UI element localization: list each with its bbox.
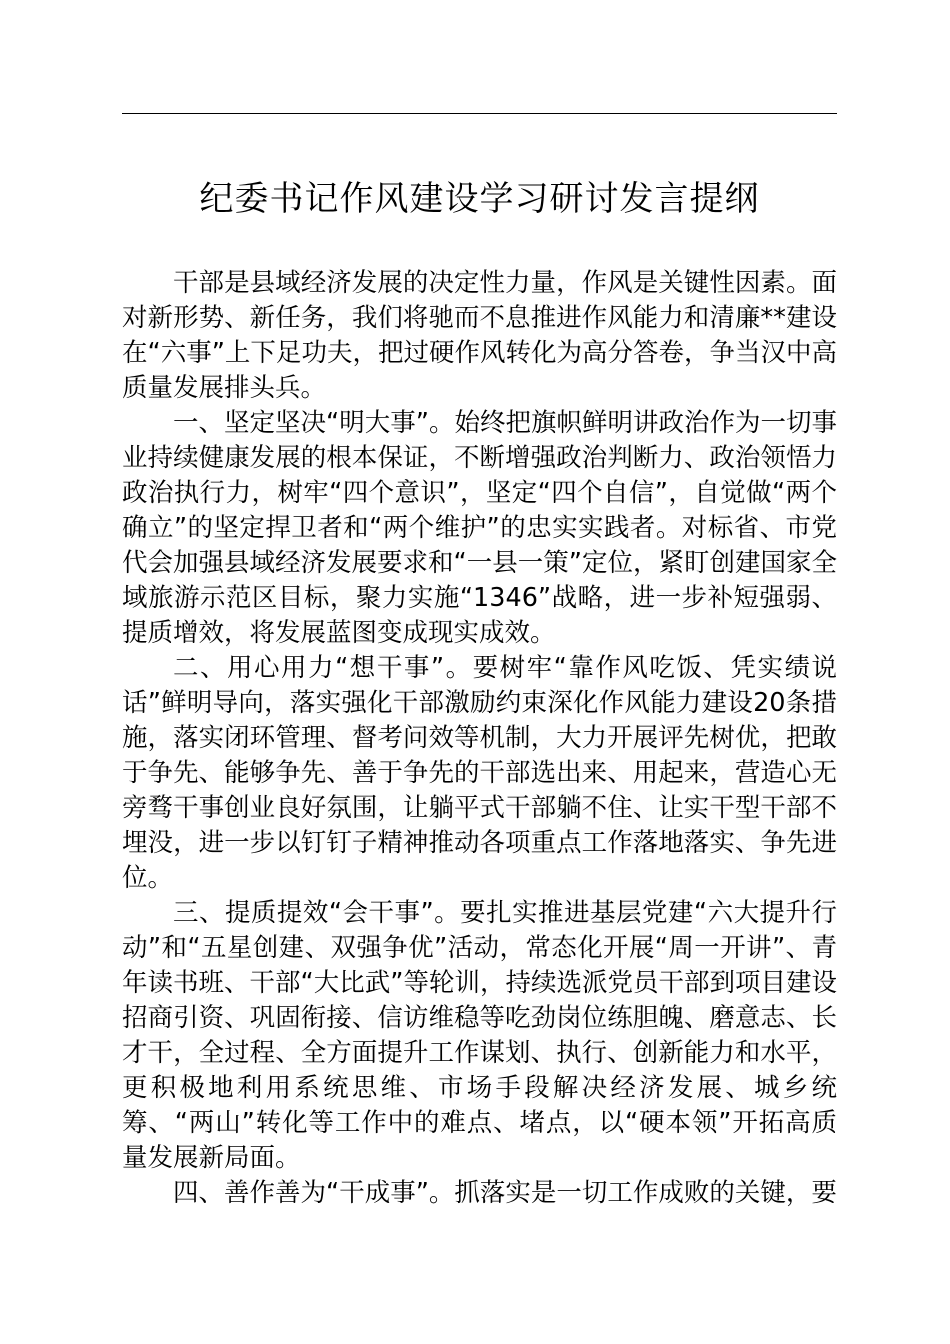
section-one-paragraph: 一、坚定坚决“明大事”。始终把旗帜鲜明讲政治作为一切事业持续健康发展的根本保证，不断增强政治判断力、政治领悟力政治执行力，树牢“四个意识”，坚定“四个自信”，自觉做“两个确立”的坚定捍卫者和“两个维护”的忠实实践者。对标省、市党代会加强县域经济发展要求和“一县一策”定位，紧盯创建国家全域旅游示范区目标，聚力实施“1346”战略，进一步补短强弱、提质增效，将发展蓝图变成现实成效。 bbox=[122, 408, 837, 648]
intro-paragraph: 干部是县域经济发展的决定性力量，作风是关键性因素。面对新形势、新任务，我们将驰而不息推进作风能力和清廉**建设在“六事”上下足功夫，把过硬作风转化为高分答卷，争当汉中高质量发展排头兵。 bbox=[122, 268, 837, 403]
document-title: 纪委书记作风建设学习研讨发言提纲 bbox=[199, 179, 760, 219]
section-three-paragraph: 三、提质提效“会干事”。要扎实推进基层党建“六大提升行动”和“五星创建、双强争优”活动，常态化开展“周一开讲”、青年读书班、干部“大比武”等轮训，持续选派党员干部到项目建设招商引资、巩固衔接、信访维稳等吃劲岗位练胆魄、磨意志、长才干，全过程、全方面提升工作谋划、执行、创新能力和水平，更积极地利用系统思维、市场手段解决经济发展、城乡统筹、“两山”转化等工作中的难点、堵点，以“硬本领”开拓高质量发展新局面。 bbox=[122, 898, 837, 1173]
section-four-paragraph: 四、善作善为“干成事”。抓落实是一切工作成败的关键，要 bbox=[173, 1178, 837, 1208]
document-body bbox=[122, 266, 837, 1211]
section-two-paragraph: 二、用心用力“想干事”。要树牢“靠作风吃饭、凭实绩说话”鲜明导向，落实强化干部激励约束深化作风能力建设20条措施，落实闭环管理、督考问效等机制，大力开展评先树优，把敢于争先、能够争先、善于争先的干部选出来、用起来，营造心无旁骛干事创业良好氛围，让躺平式干部躺不住、让实干型干部不埋没，进一步以钉钉子精神推动各项重点工作落地落实、争先进位。 bbox=[122, 653, 837, 893]
header-rule bbox=[122, 113, 837, 114]
